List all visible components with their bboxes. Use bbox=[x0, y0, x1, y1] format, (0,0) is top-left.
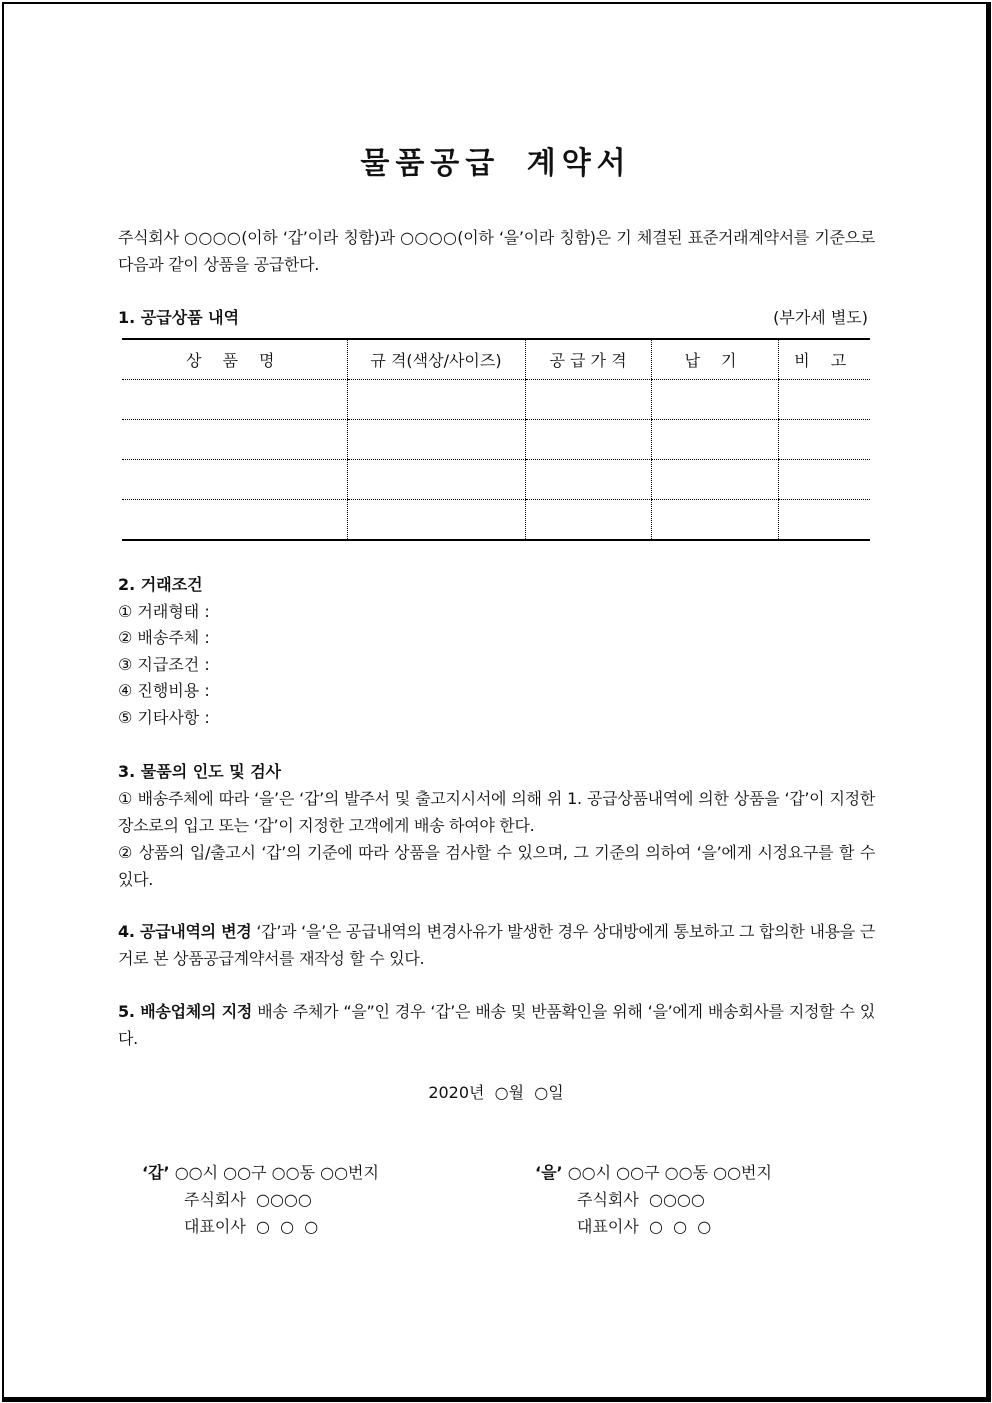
section-5-paragraph bbox=[118, 998, 875, 1052]
table-cell[interactable] bbox=[122, 420, 347, 460]
table-row bbox=[122, 420, 870, 460]
table-cell[interactable] bbox=[525, 500, 651, 541]
table-cell[interactable] bbox=[651, 420, 778, 460]
section-2-heading: 2. 거래조건 bbox=[118, 575, 203, 594]
trade-condition-payment: ③ 지급조건 : bbox=[118, 655, 210, 674]
trade-condition-cost: ④ 진행비용 : bbox=[118, 681, 210, 700]
party-gap-ceo: 대표이사 ○ ○ ○ bbox=[184, 1217, 319, 1236]
section-5-text: 배송 주체가 “을”인 경우 ‘갑’은 배송 및 반품확인을 위해 ‘을’에게 배송회사를 지정할 수 있다. bbox=[118, 1002, 875, 1048]
table-cell[interactable] bbox=[347, 460, 525, 500]
intro-paragraph: 주식회사 ○○○○(이하 ‘갑’이라 칭함)과 ○○○○(이하 ‘을’이라 칭함)은 기 체결된 표준거래계약서를 기준으로 다음과 같이 상품을 공급한다. bbox=[118, 228, 875, 274]
trade-condition-type: ① 거래형태 : bbox=[118, 602, 210, 621]
section-1-heading: 1. 공급상품 내역 bbox=[118, 308, 240, 327]
table-cell[interactable] bbox=[778, 380, 870, 420]
table-cell[interactable] bbox=[122, 380, 347, 420]
party-eul bbox=[535, 1159, 772, 1240]
party-eul-address: ○○시 ○○구 ○○동 ○○번지 bbox=[567, 1163, 772, 1182]
party-gap-address: ○○시 ○○구 ○○동 ○○번지 bbox=[174, 1163, 379, 1182]
party-gap-company: 주식회사 ○○○○ bbox=[184, 1190, 312, 1209]
section-4-paragraph bbox=[118, 918, 875, 972]
table-cell[interactable] bbox=[651, 460, 778, 500]
column-header-price: 공 급 가 격 bbox=[525, 339, 651, 380]
party-eul-company: 주식회사 ○○○○ bbox=[577, 1190, 705, 1209]
table-cell[interactable] bbox=[347, 500, 525, 541]
contract-date: 2020년 ○월 ○일 bbox=[428, 1083, 564, 1102]
section-3-item-1: ① 배송주체에 따라 ‘을’은 ‘갑’의 발주서 및 출고지시서에 의해 위 1. 공급상품내역에 의한 상품을 ‘갑’이 지정한 장소로의 입고 또는 ‘갑’이 지정한 고객에게 배송 하여야 한다. bbox=[118, 789, 875, 835]
goods-table-header bbox=[122, 339, 870, 380]
trade-condition-delivery: ② 배송주체 : bbox=[118, 628, 210, 647]
table-cell[interactable] bbox=[347, 380, 525, 420]
table-cell[interactable] bbox=[651, 380, 778, 420]
trade-condition-other: ⑤ 기타사항 : bbox=[118, 708, 210, 727]
table-cell[interactable] bbox=[525, 460, 651, 500]
table-cell[interactable] bbox=[525, 380, 651, 420]
table-cell[interactable] bbox=[778, 460, 870, 500]
party-eul-label: ‘을’ bbox=[535, 1163, 563, 1182]
section-5-heading: 5. 배송업체의 지정 bbox=[118, 1002, 253, 1021]
column-header-remarks: 비 고 bbox=[778, 339, 870, 380]
table-cell[interactable] bbox=[122, 460, 347, 500]
document-title: 물품공급 계약서 bbox=[360, 146, 632, 181]
section-4-heading: 4. 공급내역의 변경 bbox=[118, 922, 252, 941]
table-cell[interactable] bbox=[122, 500, 347, 541]
party-gap-label: ‘갑’ bbox=[142, 1163, 170, 1182]
table-cell[interactable] bbox=[525, 420, 651, 460]
table-cell[interactable] bbox=[778, 420, 870, 460]
section-3-item-2: ② 상품의 입/출고시 ‘갑’의 기준에 따라 상품을 검사할 수 있으며, 그 기준의 의하여 ‘을’에게 시정요구를 할 수 있다. bbox=[118, 843, 875, 889]
table-row bbox=[122, 500, 870, 541]
column-header-delivery: 납 기 bbox=[651, 339, 778, 380]
party-eul-ceo: 대표이사 ○ ○ ○ bbox=[577, 1217, 712, 1236]
party-gap bbox=[142, 1159, 379, 1240]
table-cell[interactable] bbox=[778, 500, 870, 541]
table-cell[interactable] bbox=[651, 500, 778, 541]
section-4-text: ‘갑’과 ‘을’은 공급내역의 변경사유가 발생한 경우 상대방에게 통보하고 그 합의한 내용을 근거로 본 상품공급계약서를 재작성 할 수 있다. bbox=[118, 922, 875, 968]
column-header-spec: 규 격(색상/사이즈) bbox=[347, 339, 525, 380]
table-row bbox=[122, 380, 870, 420]
table-cell[interactable] bbox=[347, 420, 525, 460]
section-3-heading: 3. 물품의 인도 및 검사 bbox=[118, 762, 282, 781]
column-header-product: 상 품 명 bbox=[122, 339, 347, 380]
table-row bbox=[122, 460, 870, 500]
vat-note: (부가세 별도) bbox=[773, 308, 868, 327]
goods-table bbox=[122, 338, 870, 541]
